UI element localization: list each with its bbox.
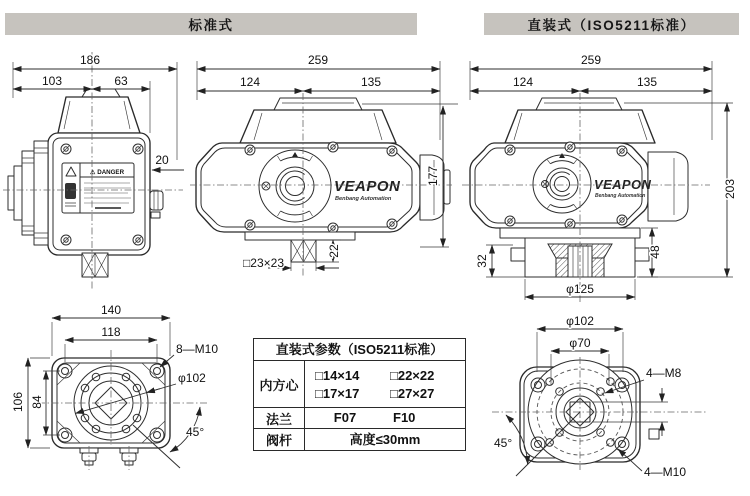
table-title: 直装式参数（ISO5211标准） bbox=[254, 339, 465, 361]
dim-label: 259 bbox=[307, 53, 329, 67]
screw bbox=[245, 220, 255, 230]
brand-tagline: Benbang Automation bbox=[335, 196, 392, 202]
stem-square-label: □23×23 bbox=[243, 256, 284, 270]
screw bbox=[505, 216, 515, 226]
top-cover bbox=[58, 97, 140, 133]
dim-label: 32 bbox=[475, 254, 489, 268]
screw bbox=[245, 145, 255, 155]
dim-label: 177 bbox=[426, 165, 440, 187]
flange-option: F10 bbox=[393, 410, 416, 425]
dim-label: 140 bbox=[100, 303, 122, 317]
bolt-label: 4—M8 bbox=[646, 366, 682, 380]
table-row-flange bbox=[254, 408, 465, 429]
dim-left-right bbox=[470, 75, 712, 91]
square-symbol bbox=[649, 429, 659, 439]
bolt-label: 4—M10 bbox=[644, 465, 687, 479]
bore-option: □22×22 bbox=[390, 367, 435, 383]
dia-label: φ102 bbox=[178, 371, 206, 385]
bore-option: □17×17 bbox=[315, 385, 360, 401]
veapon-logo: VEAPON bbox=[594, 177, 652, 192]
dim-label: 135 bbox=[636, 75, 658, 89]
side-housing bbox=[648, 152, 688, 221]
output-shaft bbox=[82, 253, 108, 277]
top-cap bbox=[274, 98, 362, 110]
dim-label: φ125 bbox=[566, 282, 594, 296]
screw bbox=[565, 142, 575, 152]
dim-label: 84 bbox=[30, 395, 44, 409]
bottom-view-iso bbox=[492, 314, 708, 479]
angle-label: 45° bbox=[494, 436, 513, 450]
iso-mounting-flange bbox=[500, 228, 649, 277]
screw bbox=[387, 219, 397, 229]
side-view bbox=[3, 52, 184, 290]
screw bbox=[617, 215, 627, 225]
dim-label: 103 bbox=[41, 74, 63, 88]
dim-flange-dia bbox=[525, 279, 635, 300]
danger-text: ⚠ DANGER bbox=[89, 169, 125, 176]
screw bbox=[61, 235, 71, 245]
screw bbox=[617, 146, 627, 156]
brand-tagline: Benbang Automation bbox=[595, 193, 646, 199]
tab-iso-label: 直装式（ISO5211标准） bbox=[527, 18, 696, 33]
screw bbox=[61, 144, 71, 154]
side-housing bbox=[420, 155, 450, 220]
dim-label: 20 bbox=[155, 153, 169, 167]
screw bbox=[328, 142, 338, 152]
cable-gland bbox=[150, 191, 163, 218]
dim-label: 22 bbox=[327, 244, 341, 258]
front-view-standard bbox=[190, 53, 458, 278]
top-cap bbox=[536, 98, 622, 110]
screw bbox=[505, 145, 515, 155]
motor-housing bbox=[8, 141, 48, 245]
bore-option: □27×27 bbox=[390, 385, 435, 401]
dim-label: 63 bbox=[114, 74, 128, 88]
output-stem bbox=[291, 240, 316, 262]
electric-shock-icon bbox=[65, 183, 76, 199]
veapon-logo: VEAPON bbox=[334, 178, 401, 195]
top-cap bbox=[82, 89, 120, 97]
screw bbox=[387, 146, 397, 156]
dim-label: 259 bbox=[580, 53, 602, 67]
dim-label: φ102 bbox=[566, 314, 594, 328]
dim-label: φ70 bbox=[569, 336, 591, 350]
dim-label: 124 bbox=[239, 75, 261, 89]
dim-label: 106 bbox=[11, 391, 25, 413]
stem-value: 高度≤30mm bbox=[349, 432, 421, 447]
mounting-plate bbox=[245, 232, 355, 240]
control-dial bbox=[259, 150, 331, 222]
bolt-label: 8—M10 bbox=[176, 342, 219, 356]
danger-label bbox=[62, 163, 134, 213]
row-label: 法兰 bbox=[254, 408, 305, 428]
dim-left-right bbox=[197, 75, 440, 91]
iso-parameters-table bbox=[253, 338, 466, 451]
flange-option: F07 bbox=[333, 410, 357, 425]
row-label: 阀杆 bbox=[254, 429, 305, 450]
top-cover bbox=[240, 110, 396, 143]
dim-label: 124 bbox=[512, 75, 534, 89]
row-label: 内方心 bbox=[254, 361, 305, 407]
bore-option: □14×14 bbox=[315, 367, 360, 383]
angle-label: 45° bbox=[186, 425, 205, 439]
table-row-stem bbox=[254, 429, 465, 450]
screw bbox=[133, 235, 143, 245]
dim-label: 118 bbox=[101, 325, 121, 339]
tab-standard-label: 标准式 bbox=[188, 18, 234, 33]
dim-label: 135 bbox=[360, 75, 382, 89]
dim-label: 186 bbox=[79, 53, 101, 67]
table-row-bore bbox=[254, 361, 465, 408]
front-view-iso bbox=[462, 53, 737, 302]
dim-label: 203 bbox=[723, 178, 737, 200]
dim-label: 48 bbox=[648, 245, 662, 259]
dim-offset bbox=[152, 153, 184, 170]
screw bbox=[133, 144, 143, 154]
bottom-view-standard bbox=[11, 303, 218, 470]
